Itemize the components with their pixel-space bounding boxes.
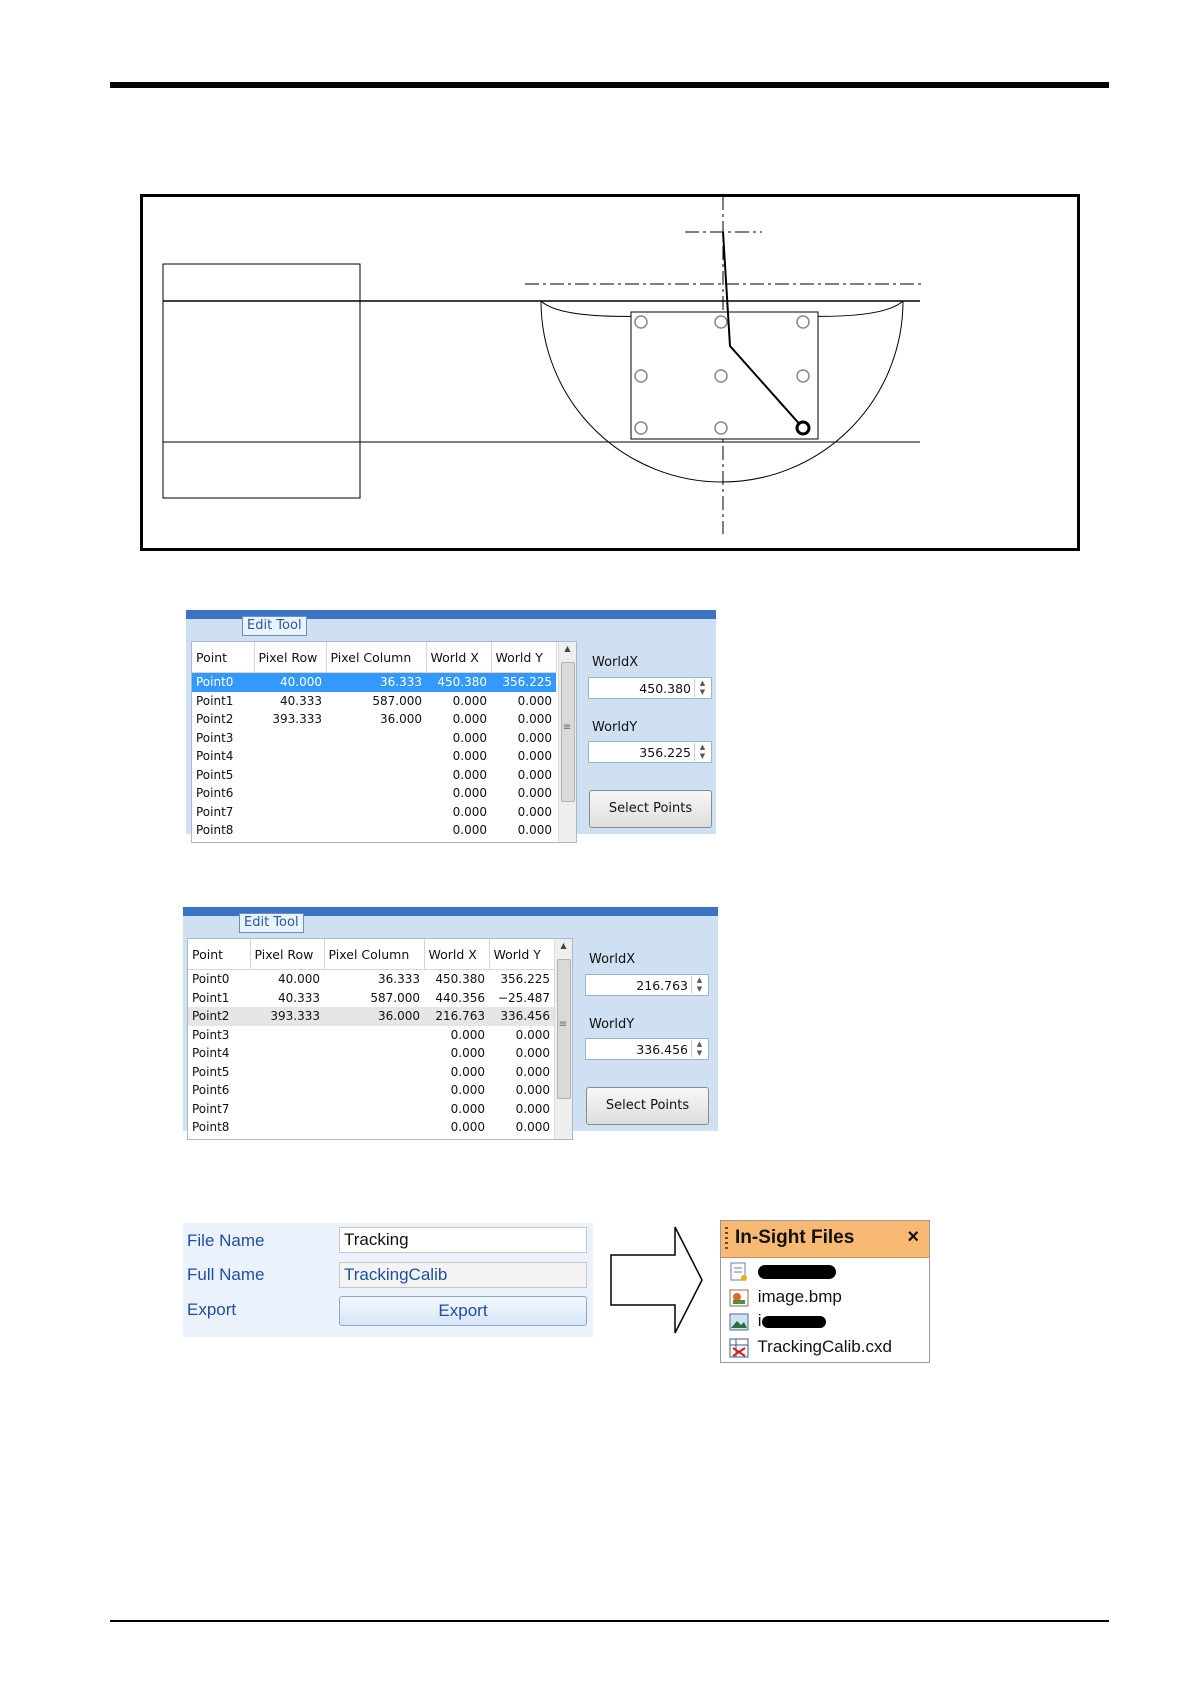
- file-name-label: File Name: [187, 1231, 265, 1250]
- table-cell: [326, 784, 426, 803]
- image-file-icon: [729, 1288, 749, 1308]
- table-cell: 0.000: [517, 693, 552, 708]
- file-icon: [729, 1262, 749, 1282]
- diagram-frame: [142, 196, 1079, 550]
- table-cell: 0.000: [515, 1027, 550, 1042]
- worldy-input[interactable]: [585, 1038, 709, 1060]
- table-row[interactable]: [188, 1044, 554, 1063]
- table-cell: 0.000: [517, 823, 552, 838]
- col-header[interactable]: Pixel Column: [324, 939, 424, 970]
- list-item[interactable]: [729, 1287, 842, 1311]
- right-arrow-icon: [610, 1225, 705, 1335]
- table-cell: [324, 1081, 424, 1100]
- table-cell: Point1: [192, 990, 230, 1005]
- points-table: [188, 939, 555, 1137]
- table-cell: 0.000: [450, 1046, 485, 1061]
- table-cell: 40.000: [278, 972, 320, 987]
- table-cell: 40.000: [254, 673, 326, 692]
- col-header[interactable]: World Y: [489, 939, 554, 970]
- table-row[interactable]: [192, 784, 556, 803]
- table-cell: [254, 747, 326, 766]
- table-cell: 356.225: [491, 673, 556, 692]
- table-row[interactable]: [188, 1063, 554, 1082]
- edit-tool-panel-2: [183, 907, 718, 1135]
- points-grid: [187, 938, 573, 1140]
- select-points-button[interactable]: Select Points: [586, 1087, 709, 1125]
- redacted-filename: [758, 1265, 836, 1279]
- col-header[interactable]: Pixel Row: [250, 939, 324, 970]
- table-cell: [254, 821, 326, 840]
- file-name-input[interactable]: Tracking: [339, 1227, 587, 1253]
- table-cell: Point4: [192, 1046, 230, 1061]
- table-cell: 36.000: [380, 712, 422, 727]
- close-icon[interactable]: ×: [907, 1226, 919, 1248]
- table-cell: 587.000: [370, 990, 420, 1005]
- table-cell: [250, 1081, 324, 1100]
- table-cell: [254, 784, 326, 803]
- footer-rule: [110, 1620, 1109, 1622]
- table-cell: Point7: [192, 1101, 230, 1116]
- scroll-grip-icon: ≡: [562, 722, 572, 733]
- export-panel: [183, 1223, 593, 1337]
- table-cell: 0.000: [452, 786, 487, 801]
- table-cell: [326, 747, 426, 766]
- table-cell: [326, 821, 426, 840]
- table-cell: 40.333: [280, 693, 322, 708]
- table-cell: 336.456: [489, 1007, 554, 1026]
- table-cell: 0.000: [450, 1064, 485, 1079]
- table-cell: Point5: [196, 767, 234, 782]
- table-cell: 0.000: [517, 749, 552, 764]
- worldx-label: WorldX: [592, 655, 639, 670]
- table-cell: 36.000: [324, 1007, 424, 1026]
- table-cell: 0.000: [517, 730, 552, 745]
- worldy-value: 356.225: [639, 745, 691, 760]
- table-row[interactable]: [192, 766, 556, 785]
- table-cell: Point6: [192, 1083, 230, 1098]
- spin-arrows-icon[interactable]: ▲ ▼: [694, 743, 710, 761]
- table-row[interactable]: [192, 803, 556, 822]
- table-cell: 0.000: [517, 712, 552, 727]
- table-cell: Point8: [192, 1120, 230, 1135]
- file-name-bmp: image.bmp: [757, 1287, 842, 1306]
- list-item[interactable]: [729, 1337, 892, 1361]
- table-row[interactable]: [188, 1007, 554, 1026]
- scroll-up-icon[interactable]: ▲: [564, 644, 571, 653]
- table-row[interactable]: [188, 1026, 554, 1045]
- table-row[interactable]: [192, 729, 556, 748]
- table-cell: 40.333: [278, 990, 320, 1005]
- worldy-value: 336.456: [636, 1042, 688, 1057]
- table-cell: 0.000: [515, 1064, 550, 1079]
- spin-arrows-icon[interactable]: ▲ ▼: [691, 1040, 707, 1058]
- full-name-field: TrackingCalib: [339, 1262, 587, 1288]
- table-cell: [254, 803, 326, 822]
- table-cell: [250, 1063, 324, 1082]
- worldx-input[interactable]: [588, 677, 712, 699]
- table-cell: [254, 729, 326, 748]
- table-cell: [250, 1044, 324, 1063]
- table-cell: 0.000: [450, 1120, 485, 1135]
- export-label: Export: [187, 1300, 237, 1319]
- grid-scrollbar[interactable]: [554, 939, 572, 1139]
- table-cell: Point3: [192, 1027, 230, 1042]
- camera-box: [163, 264, 360, 498]
- redacted-filename: [762, 1316, 826, 1328]
- table-cell: [250, 1026, 324, 1045]
- table-cell: 0.000: [452, 804, 487, 819]
- table-cell: 0.000: [517, 804, 552, 819]
- edit-tool-tab[interactable]: Edit Tool: [242, 616, 307, 636]
- export-button[interactable]: Export: [339, 1296, 587, 1326]
- worldx-label: WorldX: [589, 952, 636, 967]
- table-cell: Point2: [188, 1007, 250, 1026]
- table-cell: Point1: [196, 693, 234, 708]
- full-name-label: Full Name: [187, 1265, 265, 1284]
- table-cell: 0.000: [450, 1083, 485, 1098]
- file-name-jpg-prefix: i: [757, 1311, 762, 1330]
- table-header-row: [188, 939, 554, 970]
- table-row[interactable]: [188, 1081, 554, 1100]
- col-header[interactable]: Point: [188, 939, 250, 970]
- table-cell: 450.380: [435, 972, 485, 987]
- grid-scrollbar[interactable]: [558, 642, 576, 842]
- col-header[interactable]: Point: [192, 642, 254, 673]
- col-header[interactable]: World Y: [491, 642, 556, 673]
- table-cell: 36.333: [326, 673, 426, 692]
- table-cell: 440.356: [435, 990, 485, 1005]
- table-row[interactable]: [192, 747, 556, 766]
- table-cell: 393.333: [250, 1007, 324, 1026]
- col-header[interactable]: Pixel Column: [326, 642, 426, 673]
- worldx-value: 216.763: [636, 978, 688, 993]
- table-cell: Point0: [192, 972, 230, 987]
- table-cell: 393.333: [272, 712, 322, 727]
- table-cell: [326, 729, 426, 748]
- table-cell: 587.000: [372, 693, 422, 708]
- col-header[interactable]: World X: [426, 642, 491, 673]
- edit-tool-tab[interactable]: Edit Tool: [239, 913, 304, 933]
- image-file-icon: [729, 1312, 749, 1332]
- col-header[interactable]: Pixel Row: [254, 642, 326, 673]
- worldy-label: WorldY: [589, 1017, 635, 1032]
- table-cell: Point8: [196, 823, 234, 838]
- file-name-cxd: TrackingCalib.cxd: [757, 1337, 892, 1356]
- table-cell: 0.000: [450, 1101, 485, 1116]
- spin-arrows-icon[interactable]: ▲ ▼: [691, 976, 707, 994]
- table-cell: 0.000: [517, 767, 552, 782]
- points-table: [192, 642, 557, 840]
- table-cell: Point5: [192, 1064, 230, 1079]
- table-cell: 0.000: [452, 823, 487, 838]
- table-cell: 356.225: [500, 972, 550, 987]
- table-cell: [324, 1063, 424, 1082]
- table-cell: Point3: [196, 730, 234, 745]
- table-row[interactable]: [188, 989, 554, 1008]
- select-points-button[interactable]: Select Points: [589, 790, 712, 828]
- table-cell: Point4: [196, 749, 234, 764]
- robot-tool-point: [797, 422, 809, 434]
- table-cell: 0.000: [517, 786, 552, 801]
- table-cell: [324, 1044, 424, 1063]
- table-cell: −25.487: [497, 990, 550, 1005]
- table-cell: 0.000: [452, 767, 487, 782]
- table-cell: [250, 1100, 324, 1119]
- table-cell: 0.000: [450, 1027, 485, 1042]
- scroll-up-icon[interactable]: ▲: [560, 941, 567, 950]
- table-row[interactable]: [188, 1118, 554, 1137]
- scroll-grip-icon: ≡: [558, 1019, 568, 1030]
- table-cell: [254, 766, 326, 785]
- table-row[interactable]: [188, 1100, 554, 1119]
- edit-tool-panel-1: [186, 610, 716, 838]
- table-cell: Point0: [192, 673, 254, 692]
- table-cell: 216.763: [424, 1007, 489, 1026]
- table-cell: 0.000: [452, 693, 487, 708]
- conveyor-diagram: [140, 194, 1080, 551]
- table-row[interactable]: [192, 821, 556, 840]
- table-cell: 0.000: [515, 1101, 550, 1116]
- table-header-row: [192, 642, 556, 673]
- files-pane-header: [721, 1221, 929, 1258]
- table-cell: 0.000: [515, 1120, 550, 1135]
- grip-icon[interactable]: [725, 1227, 728, 1249]
- table-row[interactable]: [192, 710, 556, 729]
- table-row[interactable]: [192, 692, 556, 711]
- points-grid: [191, 641, 577, 843]
- in-sight-files-pane: [720, 1220, 930, 1363]
- table-cell: 0.000: [515, 1046, 550, 1061]
- table-cell: 0.000: [515, 1083, 550, 1098]
- table-cell: 0.000: [452, 749, 487, 764]
- table-cell: [324, 1118, 424, 1137]
- table-cell: [324, 1100, 424, 1119]
- table-cell: 0.000: [452, 730, 487, 745]
- list-item[interactable]: [729, 1261, 836, 1285]
- spin-arrows-icon[interactable]: ▲ ▼: [694, 679, 710, 697]
- table-row[interactable]: [192, 673, 556, 692]
- worldx-value: 450.380: [639, 681, 691, 696]
- worldy-label: WorldY: [592, 720, 638, 735]
- table-cell: Point6: [196, 786, 234, 801]
- job-file-icon: [729, 1338, 749, 1358]
- list-item[interactable]: [729, 1311, 826, 1335]
- table-cell: [326, 803, 426, 822]
- table-cell: Point2: [196, 712, 234, 727]
- table-row[interactable]: [188, 970, 554, 989]
- table-cell: 36.333: [378, 972, 420, 987]
- table-cell: 0.000: [452, 712, 487, 727]
- worldy-input[interactable]: [588, 741, 712, 763]
- table-cell: [326, 766, 426, 785]
- files-pane-title: In-Sight Files: [735, 1227, 855, 1248]
- table-cell: 450.380: [426, 673, 491, 692]
- worldx-input[interactable]: [585, 974, 709, 996]
- table-cell: Point7: [196, 804, 234, 819]
- table-cell: [324, 1026, 424, 1045]
- header-rule: [110, 82, 1109, 88]
- table-cell: [250, 1118, 324, 1137]
- col-header[interactable]: World X: [424, 939, 489, 970]
